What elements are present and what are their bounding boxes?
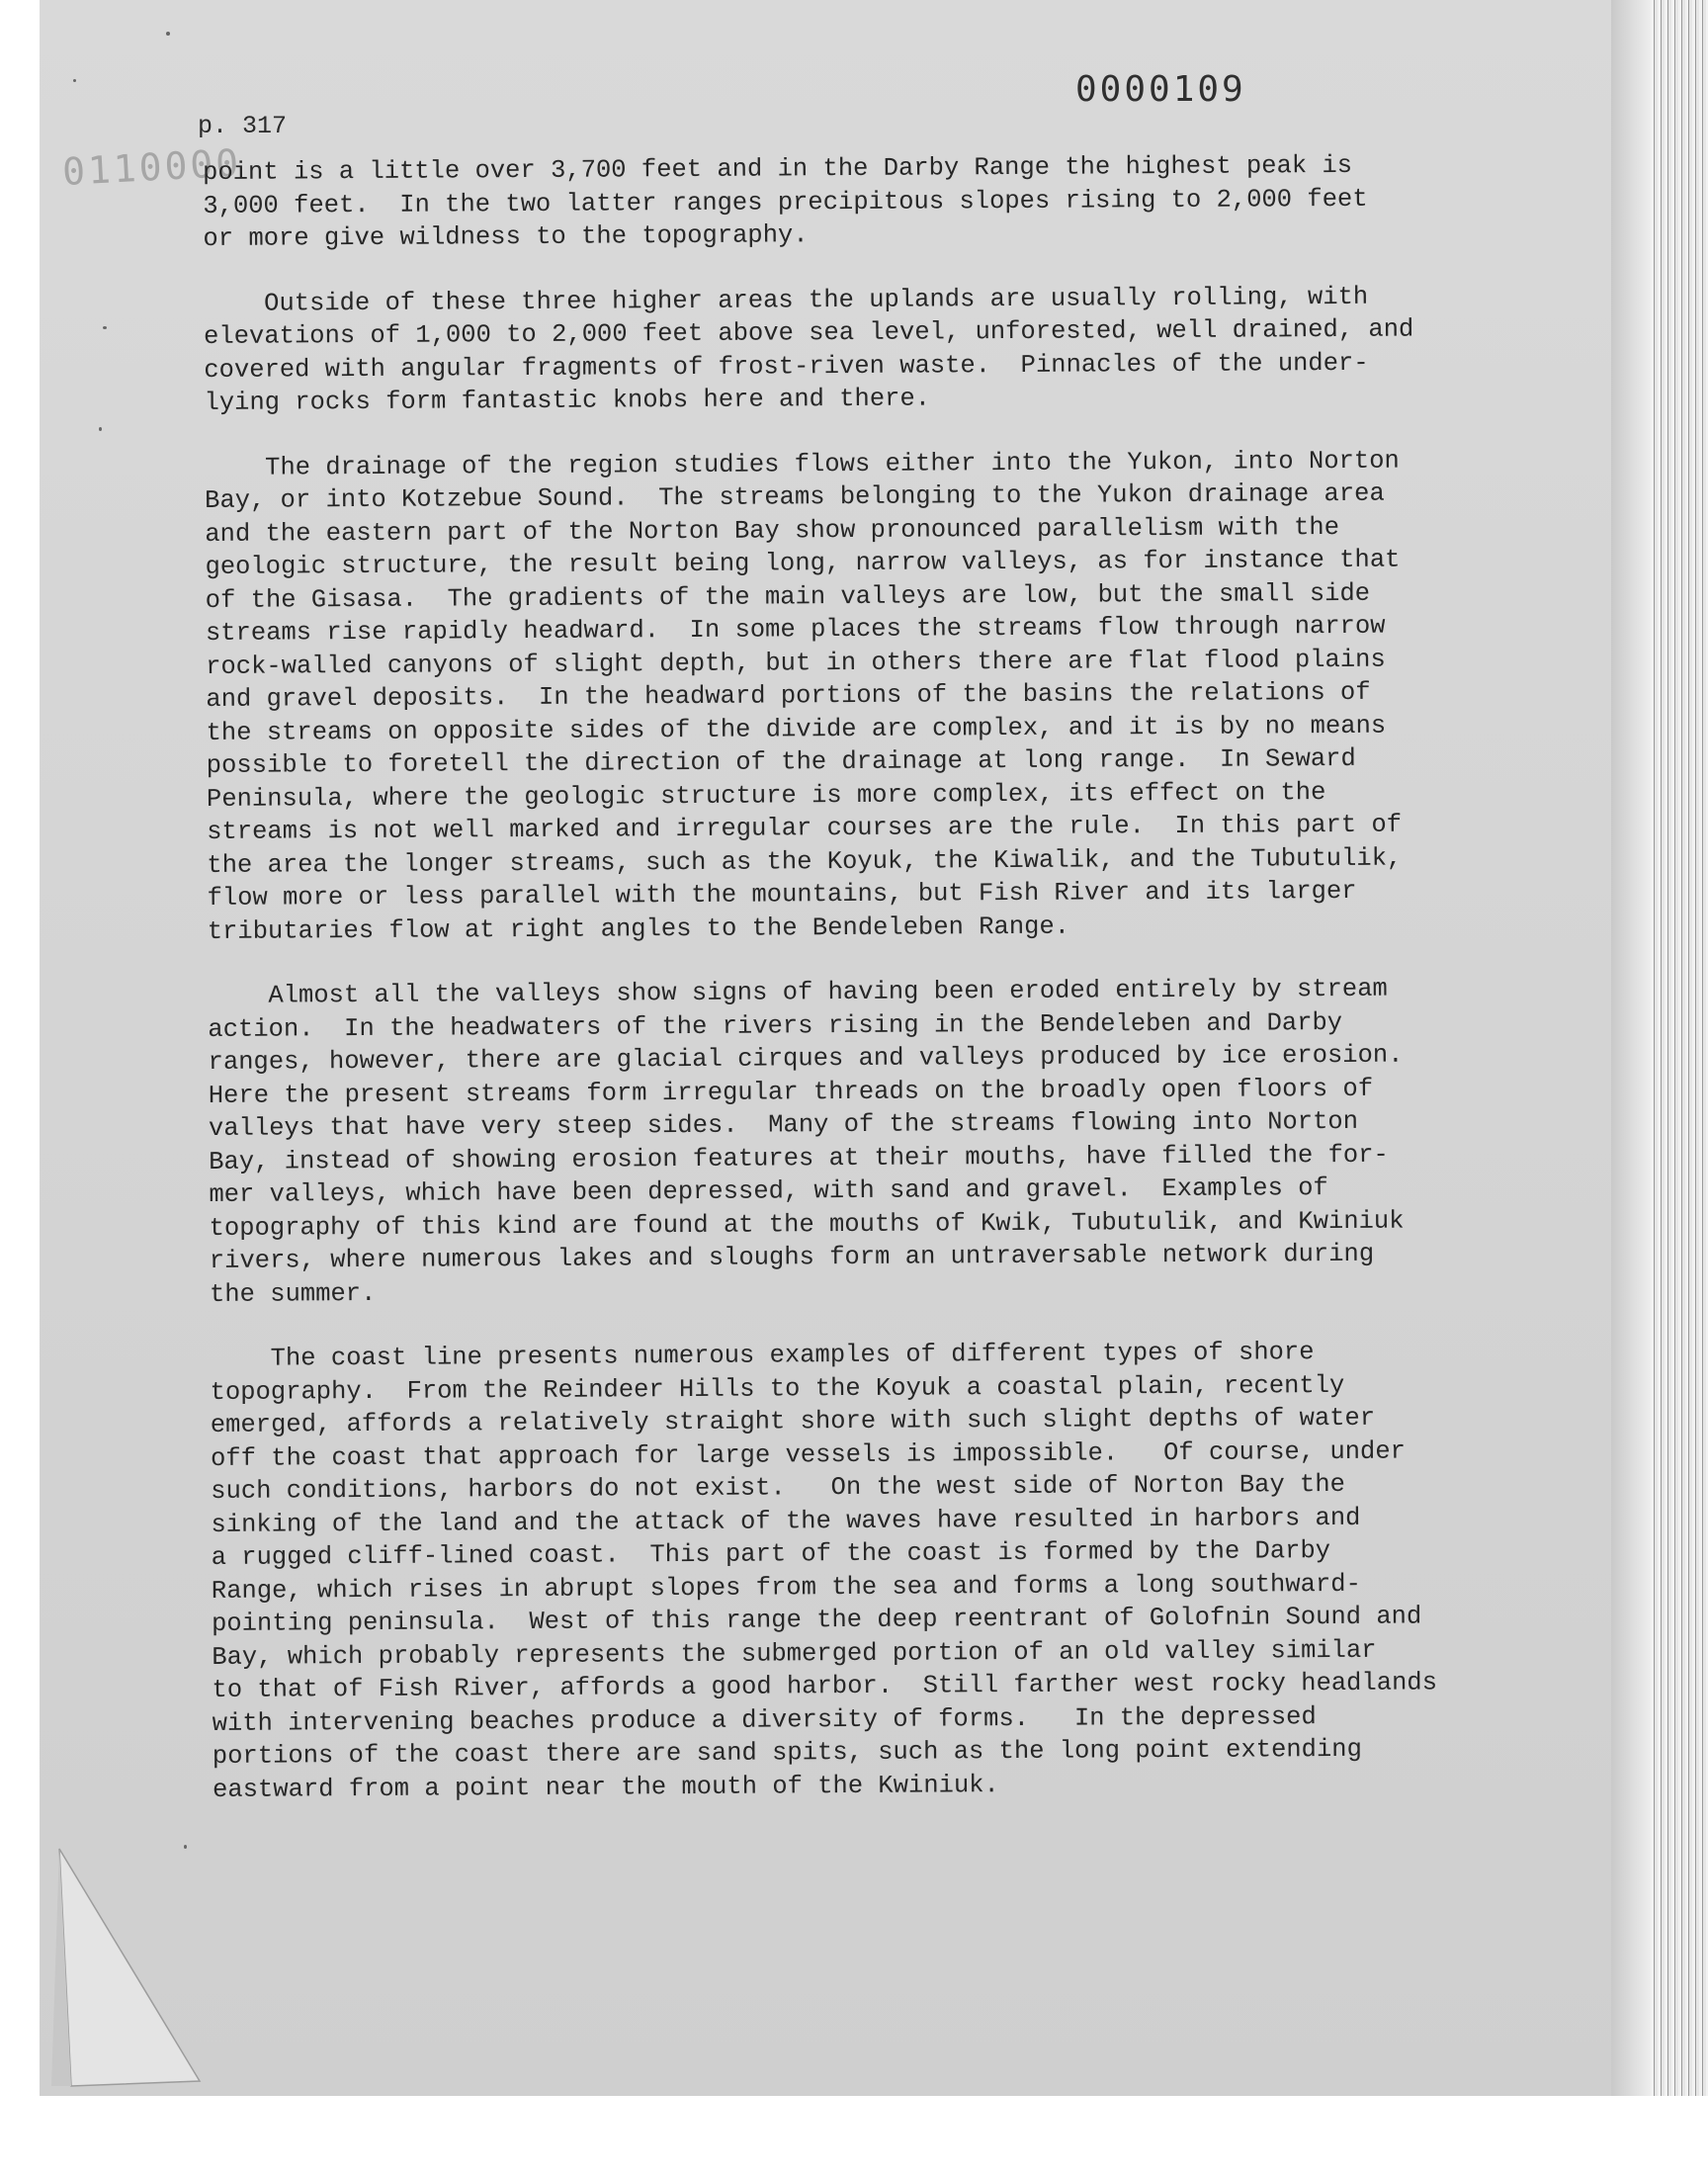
text-line: streams rise rapidly headward. In some places the streams flow through narrow bbox=[205, 611, 1386, 648]
text-line: 3,000 feet. In the two latter ranges precipitous slopes rising to 2,000 feet bbox=[203, 184, 1368, 220]
text-line: the area the longer streams, such as the Koyuk, the Kiwalik, and the Tubutulik, bbox=[207, 843, 1403, 880]
text-line: rock-walled canyons of slight depth, but in others there are flat flood plains bbox=[206, 645, 1386, 681]
text-line: and gravel deposits. In the headward portions of the basins the relations of bbox=[206, 677, 1371, 714]
text-line: topography of this kind are found at the mouths of Kwik, Tubutulik, and Kwiniuk bbox=[209, 1206, 1405, 1243]
text-line: Almost all the valleys show signs of having been eroded entirely by stream bbox=[208, 974, 1388, 1010]
text-line: off the coast that approach for large vessels is impossible. Of course, under bbox=[210, 1436, 1407, 1473]
scan-speck bbox=[99, 427, 102, 431]
text-line: the streams on opposite sides of the divide are complex, and it is by no means bbox=[206, 711, 1387, 747]
scan-speck bbox=[103, 326, 107, 329]
text-line: elevations of 1,000 to 2,000 feet above sea level, unforested, well drained, and bbox=[204, 314, 1414, 351]
text-line: portions of the coast there are sand spits, such as the long point extending bbox=[212, 1734, 1362, 1771]
text-line: tributaries flow at right angles to the Bendeleben Range. bbox=[207, 912, 1070, 946]
paragraph bbox=[208, 971, 1613, 1311]
text-line: a rugged cliff-lined coast. This part of the coast is formed by the Darby bbox=[211, 1536, 1331, 1572]
paragraph bbox=[203, 147, 1607, 255]
text-line: streams is not well marked and irregular courses are the rule. In this part of bbox=[207, 810, 1403, 846]
text-line: geologic structure, the result being long, narrow valleys, as for instance that bbox=[205, 545, 1401, 581]
text-line: The coast line presents numerous examples of different types of shore bbox=[210, 1338, 1315, 1373]
text-line: of the Gisasa. The gradients of the main valleys are low, but the small side bbox=[205, 578, 1371, 615]
text-line: valleys that have very steep sides. Many of the streams flowing into Norton bbox=[208, 1106, 1359, 1143]
text-line: action. In the headwaters of the rivers rising in the Bendeleben and Darby bbox=[208, 1007, 1343, 1044]
text-line: emerged, affords a relatively straight shore with such slight depths of water bbox=[210, 1403, 1376, 1439]
text-line: rivers, where numerous lakes and sloughs form an untraversable network during bbox=[209, 1239, 1375, 1275]
scan-speck bbox=[73, 79, 76, 82]
text-line: Bay, which probably represents the submerged portion of an old valley similar bbox=[212, 1635, 1377, 1672]
document-body bbox=[203, 147, 1616, 1838]
text-line: Outside of these three higher areas the uplands are usually rolling, with bbox=[203, 282, 1369, 318]
faded-number-stamp: 0110000 bbox=[61, 140, 243, 194]
text-line: Here the present streams form irregular threads on the broadly open floors of bbox=[208, 1074, 1374, 1110]
text-line: mer valleys, which have been depressed, with sand and gravel. Examples of bbox=[209, 1174, 1328, 1209]
scan-speck bbox=[184, 1845, 187, 1849]
text-line: lying rocks form fantastic knobs here and there. bbox=[204, 384, 931, 417]
scanner-edge bbox=[1651, 0, 1708, 2175]
text-line: point is a little over 3,700 feet and in the Darby Range the highest peak is bbox=[203, 150, 1353, 187]
scan-speck bbox=[166, 32, 170, 36]
text-line: sinking of the land and the attack of the waves have resulted in harbors and bbox=[211, 1503, 1361, 1539]
document-number-stamp: 0000109 bbox=[1075, 69, 1246, 110]
text-line: Peninsula, where the geologic structure is more complex, its effect on the bbox=[206, 777, 1326, 814]
text-line: possible to foretell the direction of the drainage at long range. In Seward bbox=[206, 743, 1356, 780]
text-line: or more give wildness to the topography. bbox=[203, 220, 809, 253]
text-line: ranges, however, there are glacial cirques and valleys produced by ice erosion. bbox=[208, 1040, 1404, 1077]
paragraph bbox=[205, 443, 1611, 948]
text-line: pointing peninsula. West of this range the deep reentrant of Golofnin Sound and bbox=[211, 1602, 1422, 1638]
folded-corner bbox=[51, 1839, 210, 2096]
text-line: covered with angular fragments of frost-riven waste. Pinnacles of the under- bbox=[204, 348, 1369, 385]
text-line: eastward from a point near the mouth of the Kwiniuk. bbox=[213, 1770, 999, 1804]
text-line: flow more or less parallel with the mountains, but Fish River and its larger bbox=[207, 876, 1357, 913]
bottom-margin bbox=[0, 2096, 1708, 2175]
text-line: Bay, instead of showing erosion features at their mouths, have filled the for- bbox=[209, 1140, 1389, 1176]
page-number: p. 317 bbox=[198, 112, 288, 140]
paragraph bbox=[210, 1334, 1616, 1806]
page-edge-shadow bbox=[1611, 0, 1651, 2096]
text-line: with intervening beaches produce a diversity of forms. In the depressed bbox=[212, 1701, 1317, 1738]
text-line: topography. From the Reindeer Hills to the Koyuk a coastal plain, recently bbox=[210, 1370, 1345, 1407]
text-line: The drainage of the region studies flows either into the Yukon, into Norton bbox=[204, 446, 1400, 482]
text-line: to that of Fish River, affords a good harbor. Still farther west rocky headlands bbox=[212, 1668, 1438, 1704]
text-line: the summer. bbox=[209, 1278, 377, 1309]
text-line: such conditions, harbors do not exist. On the west side of Norton Bay the bbox=[211, 1469, 1346, 1506]
paragraph bbox=[204, 279, 1608, 420]
text-line: and the eastern part of the Norton Bay show pronounced parallelism with the bbox=[205, 512, 1340, 549]
text-line: Bay, or into Kotzebue Sound. The streams belonging to the Yukon drainage area bbox=[205, 478, 1385, 515]
text-line: Range, which rises in abrupt slopes from the sea and forms a long southward- bbox=[211, 1569, 1361, 1606]
